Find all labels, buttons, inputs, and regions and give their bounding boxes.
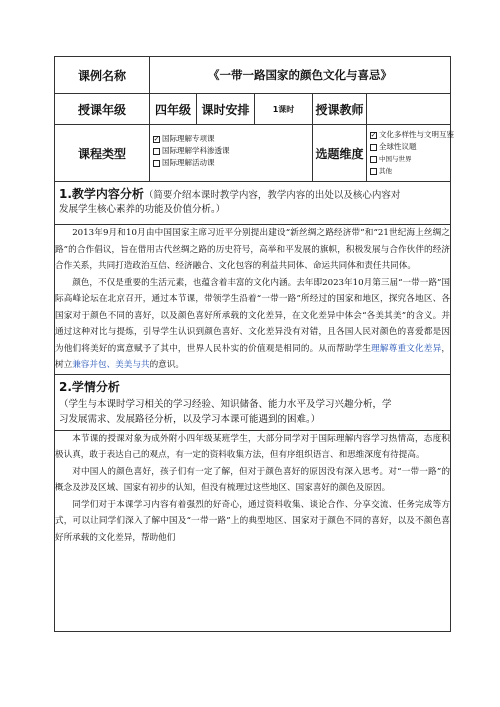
section1-body-row xyxy=(55,225,451,375)
section1-heading-line xyxy=(55,182,450,202)
hours-value: 1课时 xyxy=(255,94,313,125)
checkbox-checked-icon[interactable]: ✓ xyxy=(370,130,377,139)
checkbox-checked-icon[interactable]: ✓ xyxy=(153,134,160,143)
hours-label: 课时安排 xyxy=(197,94,255,125)
section1-desc-a: （简要介绍本课时教学内容，教学内容的出处以及核心内容对 xyxy=(143,190,401,201)
dimension-option-1[interactable]: 全球性议题 xyxy=(367,141,450,153)
section2-desc-a: （学生与本课时学习相关的学习经验、知识储备、能力水平及学习兴趣分析，学 xyxy=(59,398,392,410)
course-name-row xyxy=(55,57,451,94)
teacher-value xyxy=(367,94,451,125)
section2-heading: 2.学情分析 xyxy=(59,379,120,394)
section2-desc-b: 习发展需求、发展路径分析，以及学习本课可能遇到的困难。） xyxy=(59,413,321,425)
checkbox-icon[interactable] xyxy=(153,148,160,155)
course-title: 《一带一路国家的颜色文化与喜忌》 xyxy=(150,57,451,94)
checkbox-icon[interactable] xyxy=(153,160,160,167)
dimension-options xyxy=(367,125,454,182)
lesson-plan-page xyxy=(54,56,454,632)
dimension-option-3[interactable]: 其他 xyxy=(367,165,450,177)
teacher-label: 授课教师 xyxy=(313,94,367,125)
course-type-option-1[interactable]: 国际理解学科渗透课 xyxy=(150,145,312,157)
section2-body-row xyxy=(55,430,451,631)
section1-header-row xyxy=(55,182,451,225)
section1-paragraph-1: 2013年9月和10月由中国国家主席习近平分别提出建设“新丝绸之路经济带”和“21世纪海上丝绸之路”的合作倡议，旨在借用古代丝绸之路的历史符号，高举和平发展的旗帜，积极发展与合作伙伴的经济合作关系，共同打造政治互信、经济融合、文化包容的利益共同体、命运共同体和责任共同体。 xyxy=(55,228,450,271)
grade-row xyxy=(55,94,451,125)
grade-label: 授课年级 xyxy=(55,94,150,125)
dimension-label: 选题维度 xyxy=(313,125,367,182)
section2-paragraph-3: 同学们对于本课学习内容有着强烈的好奇心，通过资料收集、谈论合作、分享交流、任务完成等方式，可以让同学们深入了解中国及“一带一路”上的典型地区、国家对于颜色不同的喜好，以及不颜色喜好所承载的文化差异，帮助他们 xyxy=(55,499,450,543)
section1-paragraph-2: 颜色，不仅是重要的生活元素，也蕴含着丰富的文化内涵。去年即2023年10月第三届“一带一路”国际高峰论坛在北京召开，通过本节课，带领学生沿着“一带一路”所经过的国家和地区，探究各地区、各国家对于颜色不同的喜好，以及颜色喜好所承载的文化差异，在文化差异中体会“各美其美”的含义。并通过这种对比与提炼，引导学生认识到颜色喜好、文化差异没有对错，且各国人民对颜色的喜爱都是因为他们将美好的寓意赋予了其中，世界人民朴实的价值观是相同的。从而帮助学生理解尊重文化差异，树立兼容并包、美美与共的意识。 xyxy=(55,277,450,370)
course-type-option-0[interactable]: ✓ 国际理解专项课 xyxy=(153,134,215,143)
course-name-label: 课例名称 xyxy=(55,57,150,94)
section2-paragraph-2: 对中国人的颜色喜好，孩子们有一定了解，但对于颜色喜好的原因没有深入思考。对“一带一路”的概念及涉及区域、国家有初步的认知，但没有梳理过这些地区、国家喜好的颜色及原因。 xyxy=(55,466,450,493)
checkbox-icon[interactable] xyxy=(370,144,377,151)
course-type-options xyxy=(150,125,313,182)
grade-value: 四年级 xyxy=(150,94,197,125)
lesson-plan-table xyxy=(54,56,454,632)
dimension-option-0[interactable]: ✓ 文化多样性与文明互鉴 xyxy=(370,130,454,139)
section2-header-row xyxy=(55,374,451,430)
course-type-row xyxy=(55,125,451,182)
checkbox-icon[interactable] xyxy=(370,156,377,163)
dimension-option-2[interactable]: 中国与世界 xyxy=(367,153,450,165)
course-type-label: 课程类型 xyxy=(55,125,150,182)
highlight-respect-difference: 理解尊重文化差异 xyxy=(371,343,442,354)
section2-paragraph-1: 本节课的授课对象为成外附小四年级某班学生，大部分同学对于国际理解内容学习热情高，态度积极认真，敢于表达自己的观点，有一定的资料收集方法，但有序组织语言、和思维深度有待提高。 xyxy=(55,433,450,460)
highlight-inclusive: 兼容并包、美美与共 xyxy=(72,360,150,370)
course-type-option-2[interactable]: 国际理解活动课 xyxy=(150,157,312,169)
section1-heading: 1.教学内容分析 xyxy=(59,187,144,201)
section1-desc-b: 发展学生核心素养的功能及价值分析。） xyxy=(59,204,226,215)
checkbox-icon[interactable] xyxy=(370,168,377,175)
